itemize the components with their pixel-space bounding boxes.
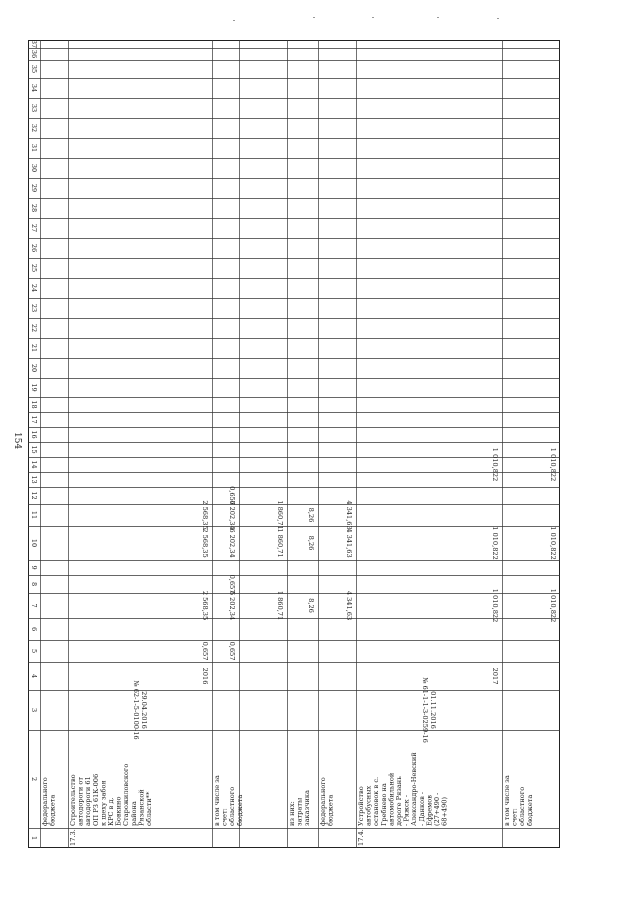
- row-label-line: Бовкино: [114, 796, 123, 826]
- row-label-line: Гребнево на: [379, 783, 388, 826]
- column-number: 10: [30, 538, 38, 548]
- table-cell: 2 568,35: [201, 590, 209, 621]
- scan-mark: [233, 20, 235, 21]
- column-number: 30: [30, 163, 38, 173]
- row-label-line: 68+490): [440, 796, 449, 826]
- row-label-line: Устройство: [357, 786, 365, 826]
- column-number: 6: [30, 626, 38, 632]
- column-number: 15: [30, 445, 38, 454]
- column-number: 27: [30, 223, 38, 233]
- row-label-line: района: [129, 801, 138, 826]
- column-number: 12: [30, 491, 38, 500]
- table-cell: 4 341,63: [345, 528, 353, 558]
- row-number: 17.3.: [69, 829, 77, 846]
- row-label-line: бюджета: [48, 794, 57, 826]
- scan-mark: [437, 17, 439, 18]
- table-row: [28, 40, 315, 826]
- table-cell: 0,657: [228, 574, 236, 594]
- row-label-line: счет:: [220, 808, 229, 826]
- row-label-line: - Данков -: [417, 791, 426, 826]
- rotated-table: [28, 40, 560, 848]
- row-label-line: областного: [228, 786, 237, 826]
- table-cell: 1 010,822: [549, 447, 557, 482]
- row-label-line: бюджета: [525, 794, 534, 826]
- row-label-line: области**: [145, 791, 153, 826]
- column-number: 25: [30, 263, 38, 273]
- row-label-line: Ефремов: [425, 795, 434, 826]
- table-cell: 8,26: [307, 507, 315, 523]
- row-label-line: федерального: [319, 777, 327, 826]
- column-number: 23: [30, 303, 38, 313]
- column-number: 21: [30, 343, 38, 353]
- column-number: 9: [30, 565, 38, 570]
- table-cell: 0,657: [228, 486, 236, 505]
- approval-date: 01.11.2016: [429, 691, 437, 729]
- column-number: 20: [30, 363, 38, 373]
- column-number: 24: [30, 283, 38, 293]
- table-cell: 2016: [201, 667, 209, 685]
- table-row: [28, 40, 353, 826]
- row-label-line: дороге Рязань: [395, 776, 403, 826]
- table-cell: 6 202,34: [228, 528, 236, 558]
- column-number: 18: [30, 400, 38, 409]
- column-number: 29: [30, 183, 38, 193]
- table-cell: 1 010,822: [491, 526, 499, 560]
- table-cell: 0,657: [201, 641, 209, 661]
- column-number: 14: [30, 460, 38, 469]
- row-label-line: (27+490 -: [433, 792, 441, 826]
- table-cell: 6 202,34: [228, 590, 236, 621]
- row-number: 17.4.: [357, 829, 365, 846]
- column-number: 16: [30, 430, 38, 439]
- table-row: [28, 40, 499, 846]
- column-number: 7: [30, 603, 38, 608]
- table-cell: 0,657: [228, 641, 236, 661]
- row-label-line: затраты: [295, 797, 304, 826]
- row-label-line: - Ряжск -: [402, 794, 411, 826]
- table-svg: [28, 40, 560, 848]
- column-number: 26: [30, 243, 38, 253]
- row-label-line: к шеху забоя: [99, 780, 108, 826]
- column-number: 28: [30, 203, 38, 213]
- row-label-line: Рязанской: [137, 789, 146, 826]
- row-label-line: КРС в д.: [107, 797, 115, 826]
- column-number: 35: [30, 64, 38, 74]
- row-label-line: из них:: [288, 801, 296, 826]
- column-number: 34: [30, 83, 38, 93]
- column-number: 22: [30, 323, 38, 333]
- table-cell: 1 010,822: [491, 447, 499, 482]
- row-label-line: в том числе за: [213, 775, 221, 826]
- column-number: 37: [30, 40, 38, 49]
- row-label-line: автобусных: [364, 785, 373, 826]
- approval-number: № 61-1-1-3-0259-16: [421, 677, 429, 743]
- page-number: 154: [12, 432, 22, 450]
- row-label-line: автодороги от: [76, 776, 85, 826]
- approval-date: 29.04.2016: [140, 691, 148, 729]
- row-label-line: Строительство: [69, 774, 77, 826]
- row-label-line: автомобильной: [387, 772, 396, 826]
- table-cell: 2017: [491, 667, 499, 685]
- table-border: [29, 41, 560, 848]
- row-label-line: в том числе за: [503, 775, 511, 826]
- column-number: 32: [30, 123, 38, 133]
- table-cell: 2 568,35: [201, 528, 209, 558]
- column-number: 4: [30, 673, 38, 679]
- table-cell: 6 202,34: [228, 500, 236, 530]
- table-cell: 2 568,35: [201, 500, 209, 530]
- scan-mark: [372, 17, 374, 18]
- row-label-line: бюджета: [235, 794, 244, 826]
- column-number: 8: [30, 581, 38, 587]
- table-row: [28, 40, 557, 826]
- row-label-line: Александро-Невский: [410, 752, 419, 826]
- row-label-line: остановок в с.: [372, 776, 381, 826]
- column-number: 31: [30, 143, 38, 153]
- row-label-line: областного: [518, 786, 527, 826]
- column-number: 13: [30, 475, 38, 484]
- table-cell: 4 341,63: [345, 590, 353, 621]
- table-row: [28, 40, 209, 846]
- table-cell: 1 860,71: [276, 528, 284, 558]
- row-label-line: Старожиловского: [122, 763, 131, 826]
- approval-number: № 62-1-5-0100-16: [132, 680, 140, 740]
- column-number: 36: [30, 49, 38, 59]
- row-label-line: счет:: [510, 808, 519, 826]
- column-number: 17: [30, 415, 38, 424]
- table-cell: 8,26: [307, 535, 315, 551]
- column-number: 19: [30, 383, 38, 392]
- column-number: 1: [30, 835, 38, 841]
- table-cell: 1 010,822: [549, 588, 557, 623]
- column-number: 11: [30, 510, 38, 520]
- row-label-line: заказчика: [303, 790, 312, 826]
- column-number: 33: [30, 103, 38, 113]
- row-label-line: автодороги 61: [84, 776, 93, 826]
- table-cell: 1 010,822: [549, 526, 557, 560]
- scan-mark: [313, 17, 315, 18]
- table-cell: 4 341,63: [345, 500, 353, 530]
- table-cell: 8,26: [307, 598, 315, 613]
- row-label-line: федерального: [41, 777, 49, 826]
- column-number: 3: [30, 707, 38, 713]
- column-number: 2: [30, 776, 38, 782]
- row-label-line: ОП РЗ 61К-006: [91, 773, 100, 826]
- scan-mark: [497, 18, 499, 19]
- table-cell: 1 860,71: [276, 500, 284, 530]
- column-number: 5: [30, 648, 38, 654]
- table-cell: 1 010,822: [491, 588, 499, 623]
- table-cell: 1 860,71: [276, 590, 284, 621]
- row-label-line: бюджета: [326, 794, 335, 826]
